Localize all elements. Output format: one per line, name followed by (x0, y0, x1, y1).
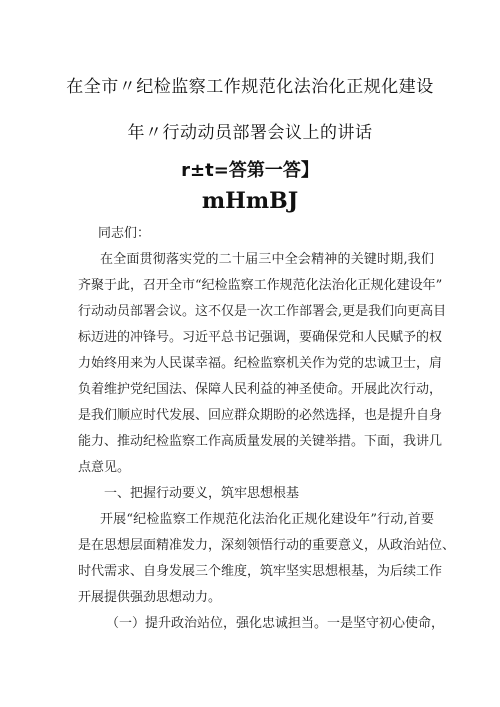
paragraph-line: 时代需求、自身发展三个维度，筑牢坚实思想根基，为后续工作 (78, 564, 443, 579)
subsection-heading-1: （一）提升政治站位，强化忠诚担当。一是坚守初心使命， (106, 616, 445, 631)
paragraph-line: 开展“纪检监察工作规范化法治化正规化建设年”行动,首要 (100, 512, 434, 527)
paragraph-line: 是我们顺应时代发展、回应群众期盼的必然选择，也是提升自身 (78, 408, 443, 423)
paragraph-line: 点意见。 (78, 460, 131, 475)
paragraph-section-1 (78, 507, 456, 611)
salutation: 同志们： (98, 226, 151, 241)
paragraph-line: 在全面贯彻落实党的二十届三中全会精神的关键时期,我们 (100, 252, 434, 267)
garbled-heading-line-1: r±t=答第一答】 (181, 160, 319, 181)
paragraph-line: 能力、推动纪检监察工作高质量发展的关键举措。下面，我讲几 (78, 434, 443, 449)
paragraph-line: 标迈进的冲锋号。习近平总书记强调，要确保党和人民赋予的权 (78, 330, 443, 345)
paragraph-line: 开展提供强劲思想动力。 (78, 590, 222, 605)
paragraph-line: 行动动员部署会议。这不仅是一次工作部署会,更是我们向更高目 (78, 304, 447, 319)
paragraph-line: 齐聚于此，召开全市“纪检监察工作规范化法治化正规化建设年” (78, 278, 443, 293)
paragraph-line: 是在思想层面精准发力，深刻领悟行动的重要意义，从政治站位、 (78, 538, 456, 553)
paragraph-line: 力始终用来为人民谋幸福。纪检监察机关作为党的忠诚卫士，肩 (78, 356, 443, 371)
paragraph-line: 负着维护党纪国法、保障人民利益的神圣使命。开展此次行动， (78, 382, 443, 397)
paragraph-intro (78, 247, 447, 481)
section-heading-1: 一、把握行动要义，筑牢思想根基 (104, 486, 300, 501)
document-title-line-1: 在全市〃纪检监察工作规范化法治化正规化建设 (66, 77, 434, 97)
document-title-line-2: 年〃行动动员部署会议上的讲话 (127, 123, 373, 143)
garbled-heading-line-2: mHmBJ (201, 188, 299, 214)
